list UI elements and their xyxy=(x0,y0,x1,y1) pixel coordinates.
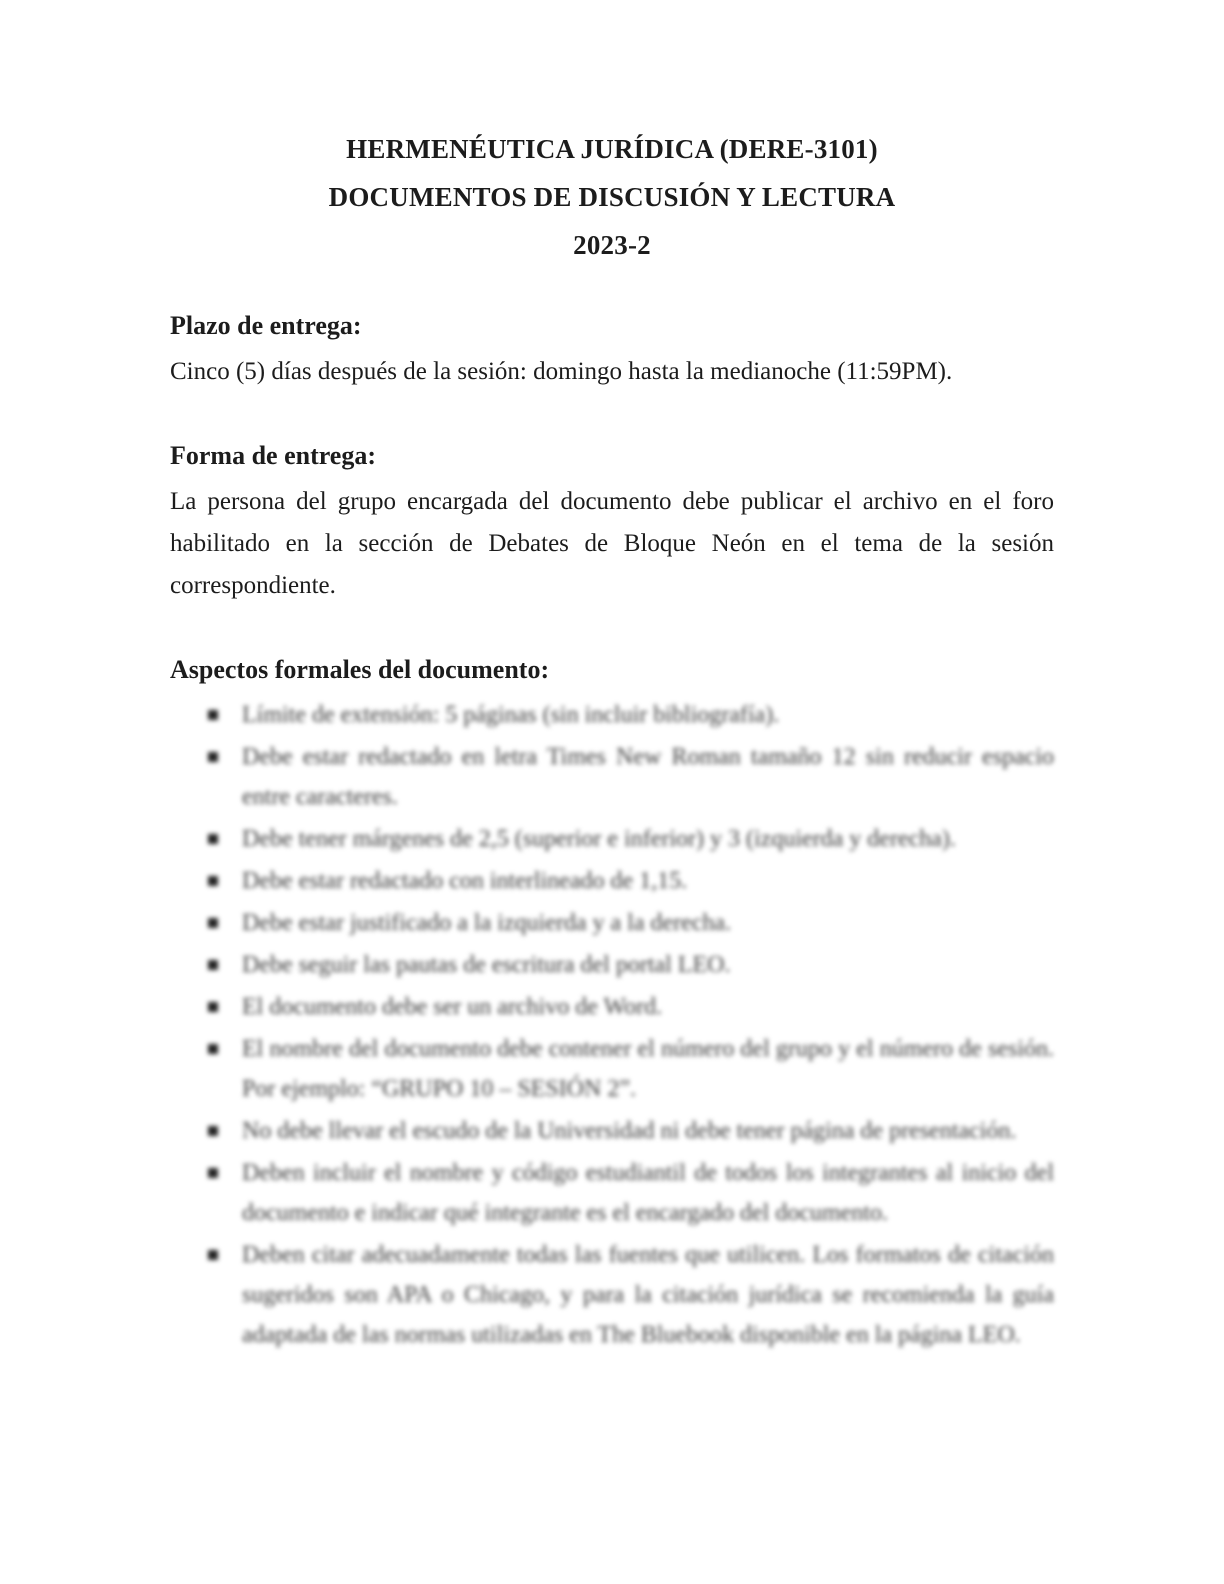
list-item xyxy=(208,1153,1054,1233)
list-item-text: Deben citar adecuadamente todas las fuentes que utilicen. Los formatos de citación sugeridos son APA o Chicago, y para la citación jurídica se recomienda la guía adaptada de las normas utilizadas en The Bluebook disponible en la página LEO. xyxy=(242,1242,1054,1348)
document-title xyxy=(170,125,1054,269)
section-forma-de-entrega xyxy=(170,439,1054,607)
bullet-square-icon xyxy=(208,834,218,844)
list-item xyxy=(208,945,1054,985)
forma-heading: Forma de entrega: xyxy=(170,441,377,470)
list-item xyxy=(208,1029,1054,1109)
list-item-text: Debe estar redactado con interlineado de 1,15. xyxy=(242,868,688,894)
bullet-square-icon xyxy=(208,960,218,970)
bullet-square-icon xyxy=(208,710,218,720)
list-item-text: Debe estar justificado a la izquierda y a la derecha. xyxy=(242,910,732,936)
document-title-line-2: DOCUMENTOS DE DISCUSIÓN Y LECTURA xyxy=(328,182,896,212)
list-item xyxy=(208,1235,1054,1355)
bullet-square-icon xyxy=(208,1044,218,1054)
list-item-text: Debe seguir las pautas de escritura del portal LEO. xyxy=(242,952,731,978)
document-title-line-1: HERMENÉUTICA JURÍDICA (DERE-3101) xyxy=(346,134,878,164)
list-item-text: Deben incluir el nombre y código estudiantil de todos los integrantes al inicio del documento e indicar qué integrante es el encargado del documento. xyxy=(242,1160,1054,1226)
bullet-square-icon xyxy=(208,1002,218,1012)
list-item-text: Límite de extensión: 5 páginas (sin incluir bibliografía). xyxy=(242,702,780,728)
aspectos-heading: Aspectos formales del documento: xyxy=(170,655,550,684)
forma-body-text: La persona del grupo encargada del documento debe publicar el archivo en el foro habilitado en la sección de Debates de Bloque Neón en el tema de la sesión correspondiente. xyxy=(170,488,1054,599)
list-item xyxy=(208,1111,1054,1151)
list-item-text: Debe estar redactado en letra Times New Roman tamaño 12 sin reducir espacio entre caracteres. xyxy=(242,744,1054,810)
bullet-square-icon xyxy=(208,1250,218,1260)
list-item-text: El nombre del documento debe contener el número del grupo y el número de sesión. Por ejemplo: “GRUPO 10 – SESIÓN 2”. xyxy=(242,1036,1054,1102)
section-plazo-de-entrega xyxy=(170,309,1054,393)
list-item xyxy=(208,861,1054,901)
aspectos-bullet-list xyxy=(170,695,1054,1355)
document-title-line-3: 2023-2 xyxy=(573,230,651,260)
bullet-square-icon xyxy=(208,752,218,762)
plazo-heading: Plazo de entrega: xyxy=(170,311,362,340)
bullet-square-icon xyxy=(208,876,218,886)
list-item-text: Debe tener márgenes de 2,5 (superior e inferior) y 3 (izquierda y derecha). xyxy=(242,826,956,852)
list-item xyxy=(208,737,1054,817)
bullet-square-icon xyxy=(208,1168,218,1178)
plazo-body-text: Cinco (5) días después de la sesión: domingo hasta la medianoche (11:59PM). xyxy=(170,358,953,385)
list-item xyxy=(208,695,1054,735)
list-item-text: No debe llevar el escudo de la Universidad ni debe tener página de presentación. xyxy=(242,1118,1017,1144)
bullet-square-icon xyxy=(208,918,218,928)
list-item xyxy=(208,819,1054,859)
list-item xyxy=(208,987,1054,1027)
bullet-square-icon xyxy=(208,1126,218,1136)
section-aspectos-formales xyxy=(170,653,1054,1355)
list-item xyxy=(208,903,1054,943)
list-item-text: El documento debe ser un archivo de Word. xyxy=(242,994,663,1020)
